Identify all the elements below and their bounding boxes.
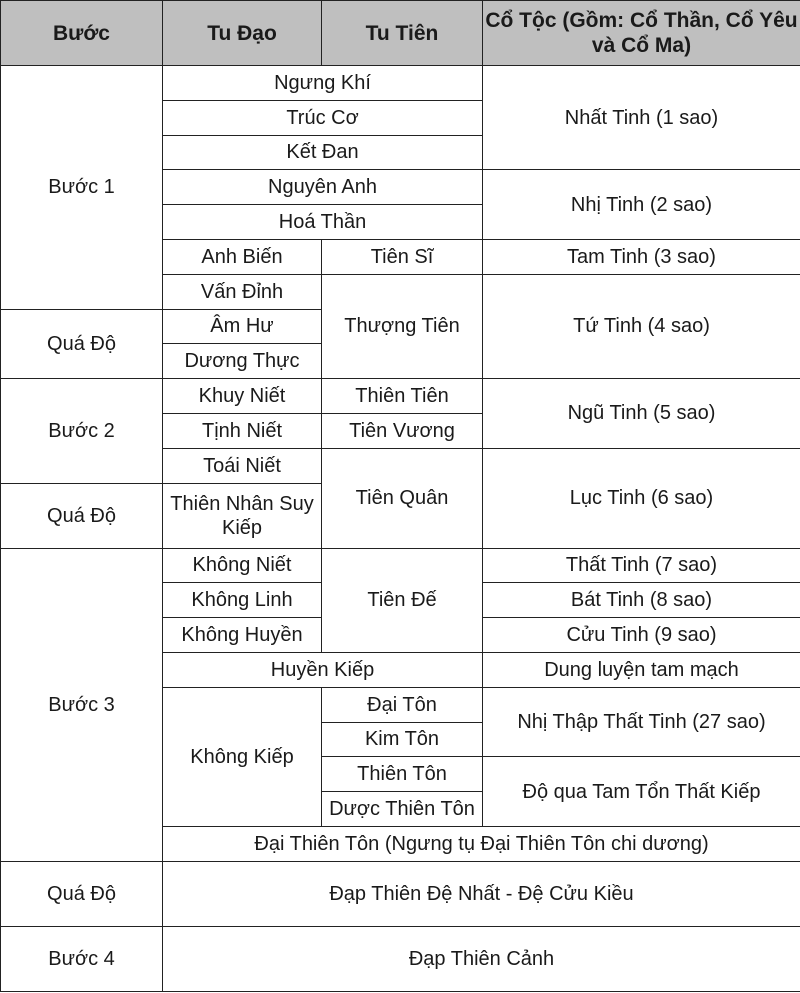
tu-tien-thuong-tien: Thượng Tiên (322, 274, 483, 378)
realm-anh-bien: Anh Biến (163, 239, 322, 274)
realm-am-hu: Âm Hư (163, 309, 322, 344)
tu-tien-thien-ton: Thiên Tôn (322, 757, 483, 792)
realm-tinh-niet: Tịnh Niết (163, 413, 322, 448)
tu-tien-tien-si: Tiên Sĩ (322, 239, 483, 274)
co-toc-do-qua-tam-ton: Độ qua Tam Tổn Thất Kiếp (483, 757, 800, 827)
step-buoc-2: Bước 2 (1, 379, 163, 483)
co-toc-nhi-thap-that-tinh: Nhị Thập Thất Tinh (27 sao) (483, 687, 800, 757)
realm-dai-thien-ton: Đại Thiên Tôn (Ngưng tụ Đại Thiên Tôn chi dương) (163, 826, 800, 861)
header-step: Bước (1, 1, 163, 66)
realm-khong-kiep: Không Kiếp (163, 687, 322, 826)
tu-tien-kim-ton: Kim Tôn (322, 722, 483, 757)
table-row (1, 926, 800, 991)
co-toc-ngu-tinh: Ngũ Tinh (5 sao) (483, 379, 800, 449)
table-row (1, 548, 800, 583)
realm-ket-dan: Kết Đan (163, 135, 483, 170)
co-toc-that-tinh: Thất Tinh (7 sao) (483, 548, 800, 583)
co-toc-nhi-tinh: Nhị Tinh (2 sao) (483, 170, 800, 240)
realm-thien-nhan-suy-kiep: Thiên Nhân Suy Kiếp (163, 483, 322, 548)
step-buoc-1: Bước 1 (1, 66, 163, 310)
realm-nguyen-anh: Nguyên Anh (163, 170, 483, 205)
realm-huyen-kiep: Huyền Kiếp (163, 652, 483, 687)
realm-khong-huyen: Không Huyền (163, 618, 322, 653)
step-qua-do-2: Quá Độ (1, 483, 163, 548)
realm-khuy-niet: Khuy Niết (163, 379, 322, 414)
tu-tien-dai-ton: Đại Tôn (322, 687, 483, 722)
step-buoc-4: Bước 4 (1, 926, 163, 991)
realm-khong-linh: Không Linh (163, 583, 322, 618)
realm-duong-thuc: Dương Thực (163, 344, 322, 379)
step-qua-do-1: Quá Độ (1, 309, 163, 379)
table-row (1, 66, 800, 101)
realm-truc-co: Trúc Cơ (163, 100, 483, 135)
realm-dap-thien-kieu: Đạp Thiên Đệ Nhất - Đệ Cửu Kiều (163, 861, 800, 926)
co-toc-tam-tinh: Tam Tinh (3 sao) (483, 239, 800, 274)
step-qua-do-3: Quá Độ (1, 861, 163, 926)
co-toc-bat-tinh: Bát Tinh (8 sao) (483, 583, 800, 618)
tu-tien-tien-quan: Tiên Quân (322, 448, 483, 548)
tu-tien-duoc-thien-ton: Dược Thiên Tôn (322, 792, 483, 827)
realm-hoa-than: Hoá Thần (163, 205, 483, 240)
tu-tien-tien-de: Tiên Đế (322, 548, 483, 652)
table-row (1, 861, 800, 926)
header-tu-dao: Tu Đạo (163, 1, 322, 66)
table-row (1, 379, 800, 414)
step-buoc-3: Bước 3 (1, 548, 163, 861)
realm-ngung-khi: Ngưng Khí (163, 66, 483, 101)
co-toc-nhat-tinh: Nhất Tinh (1 sao) (483, 66, 800, 170)
realm-toai-niet: Toái Niết (163, 448, 322, 483)
header-co-toc: Cổ Tộc (Gồm: Cổ Thần, Cổ Yêu và Cổ Ma) (483, 1, 800, 66)
co-toc-cuu-tinh: Cửu Tinh (9 sao) (483, 618, 800, 653)
co-toc-luc-tinh: Lục Tinh (6 sao) (483, 448, 800, 548)
co-toc-tu-tinh: Tứ Tinh (4 sao) (483, 274, 800, 378)
realm-van-dinh: Vấn Đỉnh (163, 274, 322, 309)
header-tu-tien: Tu Tiên (322, 1, 483, 66)
table-header-row (1, 1, 800, 66)
realm-khong-niet: Không Niết (163, 548, 322, 583)
realm-dap-thien-canh: Đạp Thiên Cảnh (163, 926, 800, 991)
tu-tien-tien-vuong: Tiên Vương (322, 413, 483, 448)
co-toc-dung-luyen: Dung luyện tam mạch (483, 652, 800, 687)
tu-tien-thien-tien: Thiên Tiên (322, 379, 483, 414)
